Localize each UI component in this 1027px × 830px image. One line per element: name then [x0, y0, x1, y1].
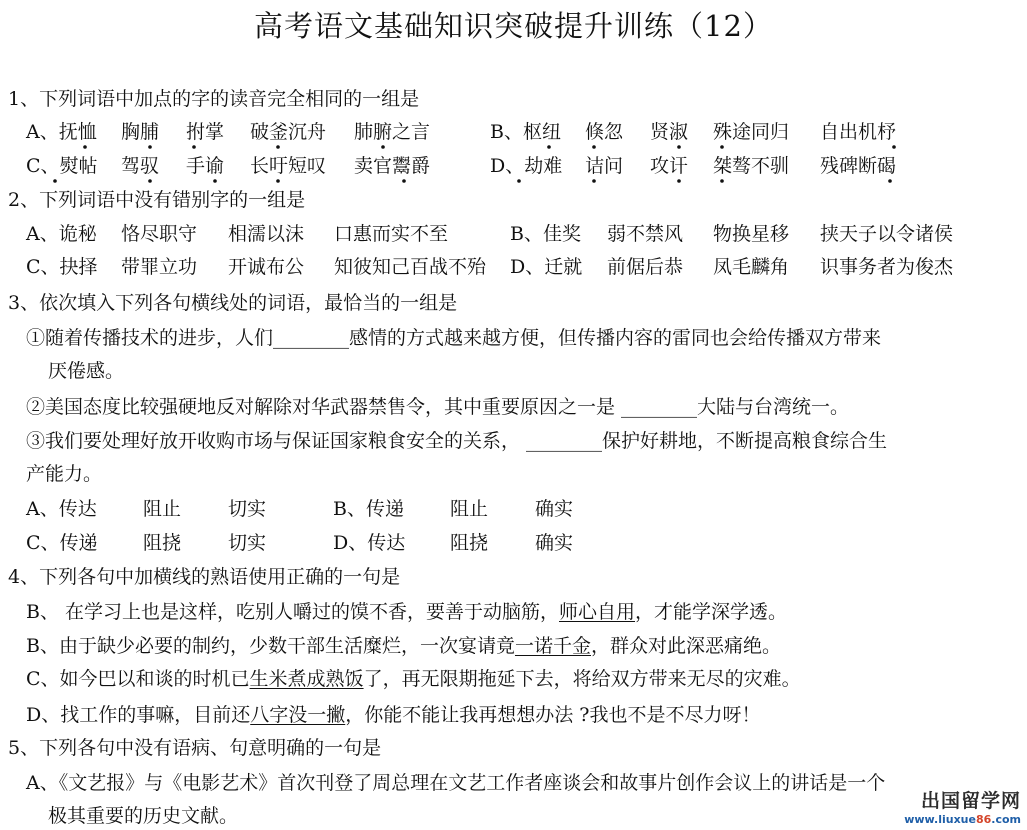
q2-option-d-4: 识事务者为俊杰: [820, 256, 954, 278]
q3-row-cd: [0, 530, 1027, 556]
q1-option-d-2: 诘问: [585, 155, 624, 177]
q2-option-d-3: 凤毛麟角: [713, 256, 790, 278]
watermark-url-num: 86: [975, 813, 992, 826]
q3-option-b-3: 确实: [535, 498, 574, 520]
watermark-url-pre: www.liuxue: [904, 813, 976, 826]
q4-option-3-pre: C、如今巴以和谈的时机已: [26, 668, 250, 690]
q3-sentence-3: ③我们要处理好放开收购市场与保证国家粮食安全的关系， ________保护好耕地，不断提高粮食综合生: [26, 430, 888, 452]
emphasis-dot: [547, 145, 551, 149]
question-3-stem: 3、依次填入下列各句横线处的词语，最恰当的一组是: [8, 292, 458, 314]
emphasis-dot: [888, 179, 892, 183]
emphasis-dot: [677, 179, 681, 183]
q1-option-a-2: 胸脯: [121, 121, 160, 143]
q1-option-d-5: 残碑断碣: [820, 155, 897, 177]
q3-sentence-1-cont: 厌倦感。: [48, 360, 125, 382]
q5-option-a-cont: 极其重要的历史文献。: [48, 805, 239, 827]
q3-option-a-1: A、传达: [26, 498, 97, 520]
q4-option-2-post: ，群众对此深恶痛绝。: [590, 635, 781, 657]
q2-option-d-1: D、迁就: [510, 256, 583, 278]
q4-option-3-idiom: 生米煮成熟饭: [249, 668, 364, 690]
q1-option-a-1: A、抚恤: [26, 121, 97, 143]
q4-option-4-pre: D、找工作的事嘛，目前还: [26, 704, 251, 726]
q1-option-c-2: 驾驭: [121, 155, 160, 177]
q2-row-ab: [0, 221, 1027, 247]
emphasis-dot: [592, 179, 596, 183]
emphasis-dot: [276, 179, 280, 183]
watermark-site-name: 出国留学网: [920, 790, 1021, 812]
q3-sentence-2: ②美国态度比较强硬地反对解除对华武器禁售令，其中重要原因之一是 ________大陆与台湾统一。: [26, 396, 850, 418]
emphasis-dot: [892, 145, 896, 149]
question-2-stem: 2、下列词语中没有错别字的一组是: [8, 189, 306, 211]
q4-option-1: [26, 599, 787, 625]
q4-option-4: [26, 702, 760, 728]
q1-option-c-4: 长吁短叹: [250, 155, 327, 177]
q2-option-c-3: 开诚布公: [228, 256, 305, 278]
q2-option-c-4: 知彼知己百战不殆: [334, 256, 487, 278]
q3-option-c-1: C、传递: [26, 532, 98, 554]
q4-option-3: [26, 666, 801, 692]
q2-option-c-1: C、抉择: [26, 256, 98, 278]
emphasis-dot: [720, 145, 724, 149]
q3-option-a-2: 阻止: [143, 498, 182, 520]
emphasis-dot: [677, 145, 681, 149]
emphasis-dot: [517, 179, 521, 183]
q4-option-3-post: 了，再无限期拖延下去，将给双方带来无尽的灾难。: [363, 668, 801, 690]
q4-option-2-idiom: 一诺千金: [514, 635, 591, 657]
q2-option-b-1: B、佳奖: [510, 223, 581, 245]
q1-option-c-5: 卖官鬻爵: [354, 155, 431, 177]
question-5-stem: 5、下列各句中没有语病、句意明确的一句是: [8, 737, 382, 759]
q3-option-a-3: 切实: [228, 498, 267, 520]
q1-option-d-3: 攻讦: [650, 155, 689, 177]
q1-option-d-1: D、劫难: [490, 155, 563, 177]
q3-row-ab: [0, 496, 1027, 522]
q2-option-a-1: A、诡秘: [26, 223, 97, 245]
q4-option-1-idiom: 师心自用: [559, 601, 636, 623]
q3-sentence-1: ①随着传播技术的进步，人们________感情的方式越来越方便，但传播内容的雷同也会给传播双方带来: [26, 327, 882, 349]
emphasis-dot: [276, 145, 280, 149]
q3-option-b-1: B、传递: [333, 498, 404, 520]
q4-option-2-pre: B、由于缺少必要的制约，少数干部生活糜烂，一次宴请竟: [26, 635, 515, 657]
q1-option-c-1: C、熨帖: [26, 155, 98, 177]
q2-option-b-4: 挟天子以令诸侯: [820, 223, 954, 245]
q2-option-a-3: 相濡以沫: [228, 223, 305, 245]
q1-option-b-3: 贤淑: [650, 121, 689, 143]
emphasis-dot: [213, 179, 217, 183]
q2-option-a-4: 口惠而实不至: [334, 223, 449, 245]
q3-option-d-1: D、传达: [333, 532, 406, 554]
emphasis-dot: [192, 145, 196, 149]
q1-row-ab: [0, 119, 1027, 145]
watermark-url-post: .com: [991, 813, 1021, 826]
q3-option-d-3: 确实: [535, 532, 574, 554]
q2-option-b-2: 弱不禁风: [607, 223, 684, 245]
watermark-url: [904, 813, 1021, 826]
q1-option-a-5: 肺腑之言: [354, 121, 431, 143]
q1-option-c-3: 手谕: [186, 155, 225, 177]
emphasis-dot: [148, 145, 152, 149]
q1-row-cd: [0, 153, 1027, 179]
q1-option-a-3: 拊掌: [186, 121, 225, 143]
q4-option-4-post: ，你能不能让我再想想办法 ?我也不是不尽力呀！: [345, 704, 761, 726]
emphasis-dot: [148, 179, 152, 183]
q5-option-a: A、《文艺报》与《电影艺术》首次刊登了周总理在文艺工作者座谈会和故事片创作会议上的讲话是一个: [26, 772, 886, 794]
q2-option-c-2: 带罪立功: [121, 256, 198, 278]
emphasis-dot: [402, 179, 406, 183]
q2-row-cd: [0, 254, 1027, 280]
q2-option-b-3: 物换星移: [713, 223, 790, 245]
page-title: 高考语文基础知识突破提升训练（12）: [254, 9, 773, 43]
emphasis-dot: [83, 145, 87, 149]
q4-option-2: [26, 633, 781, 659]
q3-option-b-2: 阻止: [450, 498, 489, 520]
question-4-stem: 4、下列各句中加横线的熟语使用正确的一句是: [8, 566, 401, 588]
q1-option-a-4: 破釜沉舟: [250, 121, 327, 143]
emphasis-dot: [720, 179, 724, 183]
q1-option-b-2: 倏忽: [585, 121, 624, 143]
q1-option-b-1: B、枢纽: [490, 121, 561, 143]
q3-option-d-2: 阻挠: [450, 532, 489, 554]
emphasis-dot: [53, 179, 57, 183]
q1-option-b-4: 殊途同归: [713, 121, 790, 143]
emphasis-dot: [381, 145, 385, 149]
q3-option-c-3: 切实: [228, 532, 267, 554]
q2-option-d-2: 前倨后恭: [607, 256, 684, 278]
question-1-stem: 1、下列词语中加点的字的读音完全相同的一组是: [8, 88, 420, 110]
q3-option-c-2: 阻挠: [143, 532, 182, 554]
q4-option-4-idiom: 八字没一撇: [250, 704, 346, 726]
q2-option-a-2: 恪尽职守: [121, 223, 198, 245]
q4-option-1-post: ，才能学深学透。: [635, 601, 788, 623]
emphasis-dot: [592, 145, 596, 149]
q4-option-1-pre: B、 在学习上也是这样，吃别人嚼过的馍不香，要善于动脑筋，: [26, 601, 560, 623]
q1-option-d-4: 桀骜不驯: [713, 155, 790, 177]
site-watermark: [904, 786, 1021, 826]
q1-option-b-5: 自出机杼: [820, 121, 897, 143]
q3-sentence-3-cont: 产能力。: [26, 463, 103, 485]
